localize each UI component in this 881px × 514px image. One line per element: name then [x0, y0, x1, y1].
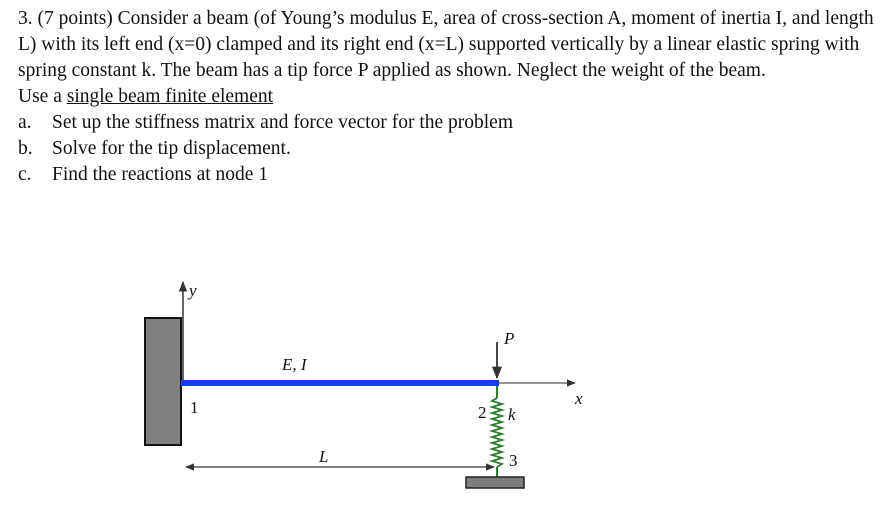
instruction-underlined: single beam finite element [66, 86, 274, 107]
node-1-label: 1 [190, 398, 199, 417]
force-label: P [504, 329, 515, 348]
beam [181, 380, 499, 386]
y-axis-label: y [189, 281, 197, 300]
beam-label: E, I [282, 355, 307, 374]
spring-label: k [508, 405, 516, 424]
spring-coil [492, 398, 502, 467]
node-3-label: 3 [509, 451, 518, 470]
part-b-marker: b. [18, 138, 33, 159]
problem-intro: 3. (7 points) Consider a beam (of Young’s modulus E, area of cross-section A, moment of inertia I, and length L) with its left end (x=0) clamped and its right end (x=L) supported vertically by a linear elastic spring with spring constant k. The beam has a tip force P applied as shown. Neglect the weight of the beam. [18, 8, 874, 81]
x-axis-label: x [575, 389, 583, 408]
clamped-wall [145, 318, 181, 445]
length-label: L [319, 447, 329, 466]
node-2-label: 2 [478, 403, 487, 422]
part-a-marker: a. [18, 112, 32, 133]
part-b-text: Solve for the tip displacement. [52, 138, 291, 159]
part-c-marker: c. [18, 164, 32, 185]
part-c-text: Find the reactions at node 1 [52, 164, 269, 185]
ground-support [466, 477, 524, 488]
part-a-text: Set up the stiffness matrix and force vector for the problem [52, 112, 514, 133]
instruction-prefix: Use a [18, 86, 67, 107]
